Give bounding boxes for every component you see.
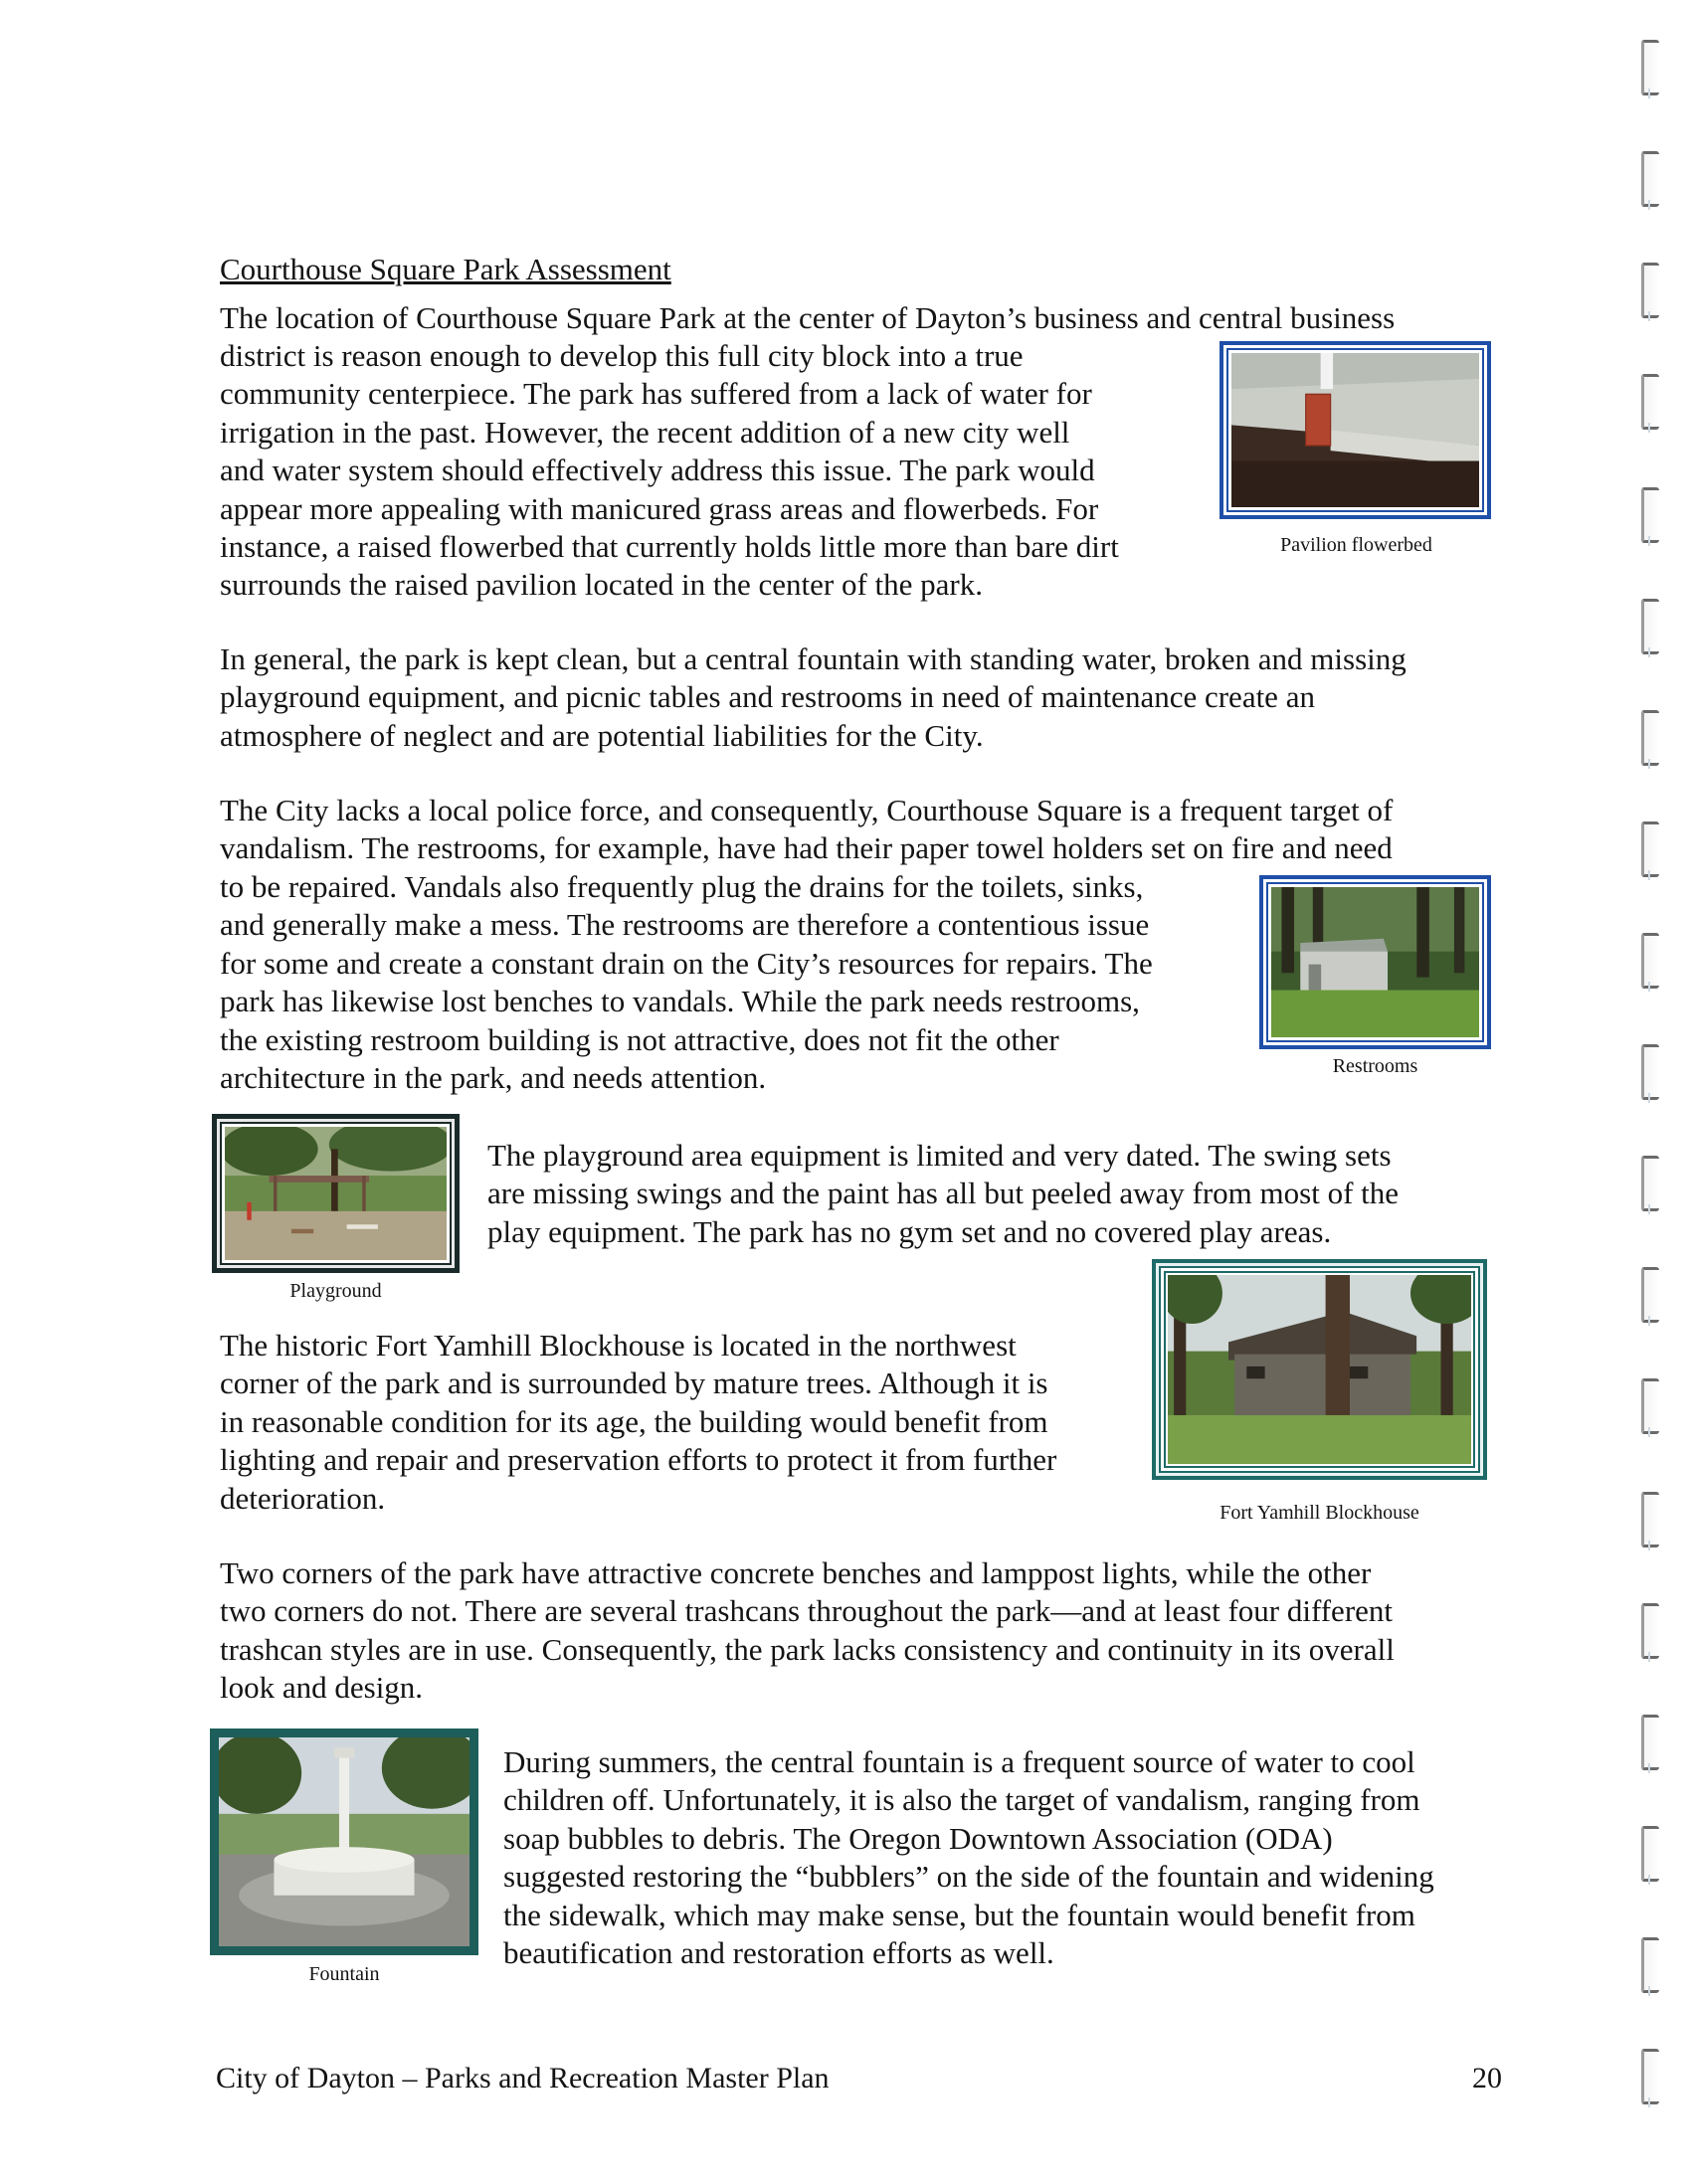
paragraph-2 bbox=[220, 640, 1407, 755]
binder-ring bbox=[1641, 710, 1659, 766]
binder-ring bbox=[1641, 1044, 1659, 1100]
text-line: soap bubbles to debris. The Oregon Downtown Association (ODA) bbox=[503, 1820, 1333, 1856]
paragraph-3-full-width bbox=[220, 792, 1393, 868]
text-line: vandalism. The restrooms, for example, have had their paper towel holders set on fire and need bbox=[220, 830, 1393, 866]
text-line: playground equipment, and picnic tables and restrooms in need of maintenance create an bbox=[220, 679, 1315, 715]
text-line: are missing swings and the paint has all but peeled away from most of the bbox=[487, 1176, 1400, 1211]
text-line: the existing restroom building is not attractive, does not fit the other bbox=[220, 1021, 1059, 1057]
section-heading: Courthouse Square Park Assessment bbox=[220, 252, 671, 286]
binder-ring bbox=[1641, 1826, 1659, 1882]
text-line: suggested restoring the “bubblers” on the side of the fountain and widening bbox=[503, 1859, 1434, 1895]
text-line: beautification and restoration efforts as well. bbox=[503, 1935, 1054, 1971]
text-line: community centerpiece. The park has suffered from a lack of water for bbox=[220, 376, 1092, 412]
text-line: two corners do not. There are several trashcans throughout the park—and at least four different bbox=[220, 1593, 1394, 1629]
binder-ring bbox=[1641, 2049, 1659, 2104]
paragraph-6 bbox=[220, 1554, 1395, 1708]
text-line: The City lacks a local police force, and consequently, Courthouse Square is a frequent target of bbox=[220, 793, 1394, 827]
text-line: The playground area equipment is limited and very dated. The swing sets bbox=[487, 1138, 1392, 1173]
binder-ring bbox=[1641, 1492, 1659, 1547]
binder-ring bbox=[1641, 40, 1659, 95]
text-line: irrigation in the past. However, the recent addition of a new city well bbox=[220, 414, 1070, 450]
binder-ring bbox=[1641, 1715, 1659, 1770]
text-line: architecture in the park, and needs attention. bbox=[220, 1060, 767, 1096]
binder-ring bbox=[1641, 1378, 1659, 1434]
paragraph-1-body bbox=[220, 337, 1119, 605]
binder-ring bbox=[1641, 374, 1659, 430]
blockhouse-caption: Fort Yamhill Blockhouse bbox=[1220, 1502, 1419, 1524]
binder-ring bbox=[1641, 599, 1659, 654]
text-line: look and design. bbox=[220, 1670, 424, 1706]
text-line: corner of the park and is surrounded by mature trees. Although it is bbox=[220, 1365, 1048, 1401]
binder-ring bbox=[1641, 1156, 1659, 1211]
text-line: for some and create a constant drain on the City’s resources for repairs. The bbox=[220, 945, 1153, 981]
binder-ring bbox=[1641, 1603, 1659, 1659]
text-line: children off. Unfortunately, it is also the target of vandalism, ranging from bbox=[503, 1782, 1420, 1818]
paragraph-4 bbox=[487, 1137, 1399, 1251]
text-line: trashcan styles are in use. Consequently, the park lacks consistency and continuity in its overall bbox=[220, 1631, 1395, 1667]
binder-ring bbox=[1641, 933, 1659, 989]
text-line: Two corners of the park have attractive concrete benches and lamppost lights, while the other bbox=[220, 1555, 1372, 1590]
binder-ring bbox=[1641, 1937, 1659, 1993]
restrooms-photo bbox=[1259, 875, 1491, 1049]
text-line: to be repaired. Vandals also frequently plug the drains for the toilets, sinks, bbox=[220, 869, 1144, 904]
footer-page-number: 20 bbox=[1472, 2062, 1502, 2094]
fountain-photo bbox=[210, 1729, 478, 1955]
blockhouse-photo bbox=[1152, 1259, 1487, 1480]
text-line: play equipment. The park has no gym set and no covered play areas. bbox=[487, 1213, 1332, 1249]
binder-ring bbox=[1641, 487, 1659, 543]
text-line: lighting and repair and preservation efforts to protect it from further bbox=[220, 1442, 1057, 1478]
fountain-caption: Fountain bbox=[308, 1963, 380, 1985]
pavilion-caption: Pavilion flowerbed bbox=[1280, 534, 1432, 556]
text-line: surrounds the raised pavilion located in the center of the park. bbox=[220, 567, 983, 603]
pavilion-flowerbed-photo bbox=[1220, 341, 1491, 519]
text-line: park has likewise lost benches to vandals. While the park needs restrooms, bbox=[220, 984, 1140, 1019]
paragraph-1-first-line: The location of Courthouse Square Park at the center of Dayton’s business and central business bbox=[220, 300, 1396, 335]
text-line: deterioration. bbox=[220, 1480, 386, 1516]
binder-ring bbox=[1641, 1267, 1659, 1323]
binder-ring bbox=[1641, 263, 1659, 318]
playground-caption: Playground bbox=[289, 1280, 382, 1302]
restrooms-caption: Restrooms bbox=[1332, 1055, 1418, 1077]
binder-ring bbox=[1641, 821, 1659, 877]
text-line: district is reason enough to develop this full city block into a true bbox=[220, 338, 1024, 373]
text-line: atmosphere of neglect and are potential liabilities for the City. bbox=[220, 717, 984, 753]
text-line: instance, a raised flowerbed that currently holds little more than bare dirt bbox=[220, 529, 1119, 565]
footer-document-title: City of Dayton – Parks and Recreation Master Plan bbox=[216, 2062, 830, 2094]
playground-photo bbox=[212, 1114, 460, 1273]
binder-ring bbox=[1641, 151, 1659, 207]
text-line: the sidewalk, which may make sense, but the fountain would benefit from bbox=[503, 1897, 1415, 1932]
text-line: In general, the park is kept clean, but a central fountain with standing water, broken and missing bbox=[220, 641, 1407, 676]
text-line: in reasonable condition for its age, the building would benefit from bbox=[220, 1403, 1048, 1439]
text-line: The historic Fort Yamhill Blockhouse is located in the northwest bbox=[220, 1328, 1017, 1363]
text-line: During summers, the central fountain is a frequent source of water to cool bbox=[503, 1744, 1415, 1779]
paragraph-3-body bbox=[220, 868, 1153, 1097]
text-line: appear more appealing with manicured grass areas and flowerbeds. For bbox=[220, 490, 1099, 526]
text-line: and water system should effectively address this issue. The park would bbox=[220, 453, 1095, 488]
paragraph-5 bbox=[220, 1327, 1056, 1518]
paragraph-7 bbox=[503, 1743, 1434, 1972]
text-line: and generally make a mess. The restrooms are therefore a contentious issue bbox=[220, 907, 1150, 943]
